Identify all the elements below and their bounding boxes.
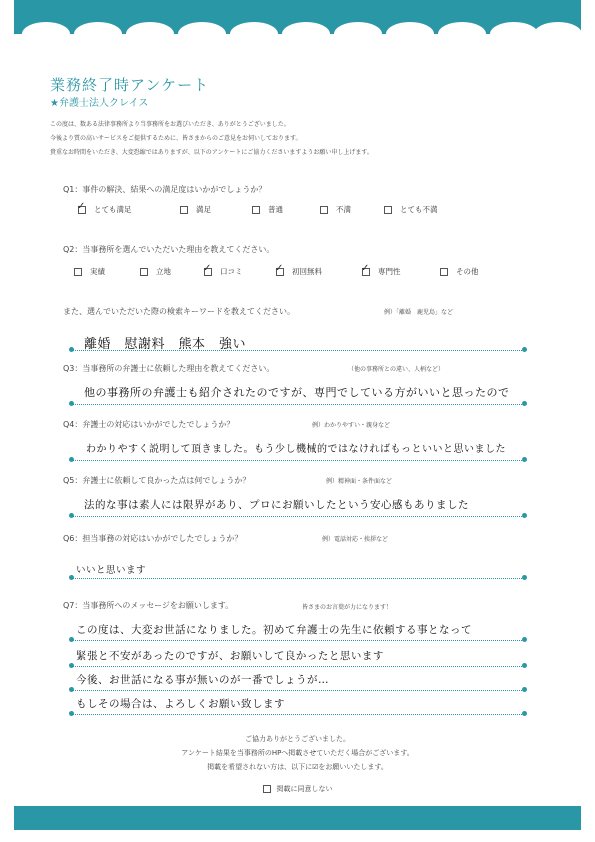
answer-line (72, 640, 524, 641)
answer-line (72, 690, 524, 691)
keyword-example: 例）「離婚 鹿児島」など (384, 309, 454, 316)
checkbox[interactable] (320, 206, 328, 214)
q7-question: Q7：当事務所へのメッセージをお願いします。 (63, 601, 234, 610)
q4-example: 例）わかりやすい・親身など (312, 422, 391, 429)
q1-option[interactable]: 不満 (320, 204, 351, 215)
q2-question: Q2：当事務所を選んでいただいた理由を教えてください。 (63, 245, 275, 254)
answer-line (72, 714, 524, 715)
q1-option[interactable]: とても不満 (384, 204, 438, 215)
q5-example: 例）精神面・条件面など (326, 478, 393, 485)
checkbox[interactable] (276, 268, 284, 276)
q7-answer-line[interactable]: もしその場合は、よろしくお願い致します (76, 698, 285, 710)
answer-line (72, 404, 524, 405)
answer-line (72, 350, 524, 351)
q3-example: （他の事務所との違い、人柄など） (348, 366, 445, 373)
scallop (74, 22, 122, 46)
checkbox[interactable] (78, 206, 86, 214)
keyword-question: また、選んでいただいた際の検索キーワードを教えてください。 (63, 307, 295, 316)
thanks-text: ご協力ありがとうございました。 (245, 735, 350, 743)
answer-line (72, 460, 524, 461)
firm-name: ★弁護士法人クレイス (50, 98, 149, 109)
q2-option[interactable]: ✓ 口コミ (204, 266, 243, 277)
intro-line: 貴重なお時間をいただき、大変恐縮ではありますが、以下のアンケートにご協力くださいますようお願い申し上げます。 (50, 149, 373, 156)
q1-question: Q1：事件の解決、結果への満足度はいかがでしょうか？ (63, 185, 267, 194)
scallop (386, 22, 434, 46)
scallop (126, 22, 174, 46)
footer-note: アンケート結果を当事務所のHPへ掲載させていただく場合がございます。 (181, 749, 414, 757)
answer-line (72, 666, 524, 667)
q3-question: Q3：当事務所の弁護士に依頼した理由を教えてください。 (63, 364, 275, 373)
keyword-answer[interactable]: 離婚 慰謝料 熊本 強い (84, 337, 247, 352)
q5-question: Q5：弁護士に依頼して良かった点は何でしょうか？ (63, 476, 251, 485)
q5-answer[interactable]: 法的な事は素人には限界があり、プロにお願いしたという安心感もありました (84, 499, 469, 511)
optout-option[interactable]: 掲載に同意しない (0, 784, 595, 794)
scallop (490, 22, 538, 46)
answer-line (72, 516, 524, 517)
scallop (230, 22, 278, 46)
q2-option[interactable]: その他 (440, 266, 479, 277)
q6-example: 例）電話対応・挨拶など (322, 536, 389, 543)
scallop (22, 22, 70, 46)
q1-option[interactable]: ✓とても満足 (78, 204, 132, 215)
q2-option[interactable]: ✓ 専門性 (362, 266, 401, 277)
scallop (334, 22, 382, 46)
bottom-banner (14, 806, 581, 830)
checkbox[interactable] (180, 206, 188, 214)
q2-option[interactable]: 立地 (140, 266, 171, 277)
q7-answer-line[interactable]: 今後、お世話になる事が無いのが一番でしょうが… (76, 674, 329, 686)
scallop (178, 22, 226, 46)
checkbox[interactable] (140, 268, 148, 276)
q1-option[interactable]: 普通 (252, 204, 283, 215)
q2-option[interactable]: 実績 (74, 266, 105, 277)
intro-line: この度は、数ある法律事務所より当事務所をお選びいただき、ありがとうございました。 (50, 121, 290, 128)
checkbox[interactable] (440, 268, 448, 276)
q6-question: Q6：担当事務の対応はいかがでしたでしょうか？ (63, 534, 243, 543)
q4-question: Q4：弁護士の対応はいかがでしたでしょうか？ (63, 420, 235, 429)
q3-answer[interactable]: 他の事務所の弁護士も紹介されたのですが、専門でしている方がいいと思ったので (84, 386, 510, 399)
q7-example: 皆さまのお言葉が力になります！ (302, 604, 393, 611)
checkbox[interactable] (204, 268, 212, 276)
checkbox[interactable] (384, 206, 392, 214)
q1-option[interactable]: 満足 (180, 204, 211, 215)
q4-answer[interactable]: わかりやすく説明して頂きました。もう少し機械的ではなければもっといいと思いました (86, 444, 506, 455)
checkbox[interactable] (252, 206, 260, 214)
page-title: 業務終了時アンケート (50, 76, 210, 94)
top-banner (14, 0, 581, 34)
q6-answer[interactable]: いいと思います (76, 565, 147, 576)
q7-answer-line[interactable]: 緊張と不安があったのですが、お願いして良かったと思います (76, 650, 384, 662)
checkbox[interactable] (74, 268, 82, 276)
scallop (534, 22, 582, 46)
optout-checkbox[interactable] (263, 785, 271, 793)
intro-line: 今後より質の高いサービスをご提供するために、皆さまからのご意見をお伺いしております。 (50, 135, 302, 142)
checkbox[interactable] (362, 268, 370, 276)
answer-line (72, 578, 524, 579)
q7-answer-line[interactable]: この度は、大変お世話になりました。初めて弁護士の先生に依頼する事となって (76, 624, 472, 636)
scallop (282, 22, 330, 46)
footer-note: 掲載を希望されない方は、以下に☑をお願いいたします。 (207, 763, 388, 771)
q2-option[interactable]: ✓ 初回無料 (276, 266, 322, 277)
scallop (438, 22, 486, 46)
